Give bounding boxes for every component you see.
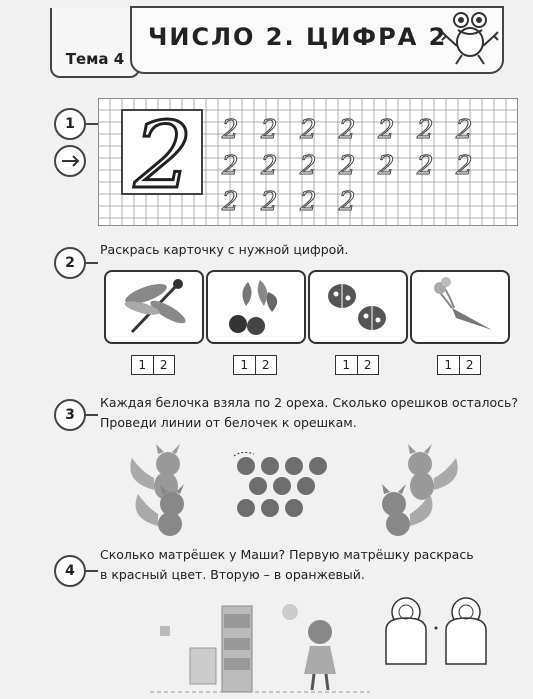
card-ladybugs[interactable] bbox=[308, 270, 408, 344]
squirrels-right-icon[interactable] bbox=[370, 442, 470, 538]
option-2[interactable]: 2 bbox=[357, 356, 379, 374]
frog-icon bbox=[440, 6, 500, 66]
practice-digit: 2 bbox=[339, 115, 356, 145]
page-title: ЧИСЛО 2. ЦИФРА 2 bbox=[148, 23, 448, 51]
nut-icon[interactable] bbox=[273, 477, 291, 495]
answer-box-2[interactable] bbox=[233, 355, 277, 375]
matryoshka-dolls-icon[interactable] bbox=[376, 592, 496, 668]
practice-row-3 bbox=[222, 184, 495, 220]
practice-digit: 2 bbox=[261, 187, 278, 217]
practice-digit: 2 bbox=[300, 115, 317, 145]
topic-tab bbox=[50, 8, 140, 78]
task2-instruction: Раскрась карточку с нужной цифрой. bbox=[100, 242, 349, 257]
practice-digit: 2 bbox=[378, 151, 395, 181]
practice-rows bbox=[222, 112, 495, 220]
squirrels-left-icon[interactable] bbox=[118, 442, 218, 538]
nut-icon[interactable] bbox=[297, 477, 315, 495]
nut-icon[interactable] bbox=[285, 499, 303, 517]
carrot-icon bbox=[412, 272, 508, 342]
task4-line2: в красный цвет. Вторую – в оранжевый. bbox=[100, 567, 365, 582]
answer-box-4[interactable] bbox=[437, 355, 481, 375]
answer-box-3[interactable] bbox=[335, 355, 379, 375]
practice-digit: 2 bbox=[300, 187, 317, 217]
room-scene-icon bbox=[150, 596, 370, 696]
practice-digit: 2 bbox=[417, 151, 434, 181]
practice-digit: 2 bbox=[222, 151, 239, 181]
practice-digit: 2 bbox=[456, 115, 473, 145]
nut-icon[interactable] bbox=[285, 457, 303, 475]
arrow-start-icon bbox=[54, 145, 86, 177]
practice-digit: 2 bbox=[339, 151, 356, 181]
option-1[interactable]: 1 bbox=[444, 358, 453, 372]
practice-digit: 2 bbox=[339, 187, 356, 217]
practice-digit: 2 bbox=[456, 151, 473, 181]
practice-row-2 bbox=[222, 148, 495, 184]
practice-digit: 2 bbox=[378, 115, 395, 145]
practice-digit: 2 bbox=[261, 115, 278, 145]
card-beets[interactable] bbox=[206, 270, 306, 344]
card-carrot[interactable] bbox=[410, 270, 510, 344]
nuts-group bbox=[232, 446, 332, 532]
nut-icon[interactable] bbox=[237, 499, 255, 517]
task-number-1: 1 bbox=[54, 108, 86, 140]
task3-line2: Проведи линии от белочек к орешкам. bbox=[100, 415, 357, 430]
dragonfly-icon bbox=[106, 272, 202, 342]
practice-digit: 2 bbox=[300, 151, 317, 181]
task4-line1: Сколько матрёшек у Маши? Первую матрёшку раскрась bbox=[100, 547, 474, 562]
option-1[interactable]: 1 bbox=[240, 358, 249, 372]
task-number-4: 4 bbox=[54, 555, 86, 587]
beets-icon bbox=[208, 272, 304, 342]
practice-digit: 2 bbox=[261, 151, 278, 181]
nut-icon[interactable] bbox=[261, 499, 279, 517]
option-1[interactable]: 1 bbox=[138, 358, 147, 372]
option-1[interactable]: 1 bbox=[342, 358, 351, 372]
practice-digit: 2 bbox=[222, 187, 239, 217]
practice-row-1 bbox=[222, 112, 495, 148]
option-2[interactable]: 2 bbox=[255, 356, 277, 374]
answer-box-1[interactable] bbox=[131, 355, 175, 375]
nut-icon[interactable] bbox=[237, 457, 255, 475]
card-dragonfly[interactable] bbox=[104, 270, 204, 344]
nut-icon[interactable] bbox=[249, 477, 267, 495]
task-number-3: 3 bbox=[54, 399, 86, 431]
nut-icon[interactable] bbox=[309, 457, 327, 475]
option-2[interactable]: 2 bbox=[459, 356, 481, 374]
topic-label: Тема 4 bbox=[65, 50, 125, 68]
task-number-2: 2 bbox=[54, 247, 86, 279]
option-2[interactable]: 2 bbox=[153, 356, 175, 374]
practice-digit: 2 bbox=[222, 115, 239, 145]
nut-icon[interactable] bbox=[261, 457, 279, 475]
ladybugs-icon bbox=[310, 272, 406, 342]
task3-line1: Каждая белочка взяла по 2 ореха. Сколько орешков осталось? bbox=[100, 395, 519, 410]
big-digit: 2 bbox=[134, 102, 193, 209]
practice-digit: 2 bbox=[417, 115, 434, 145]
